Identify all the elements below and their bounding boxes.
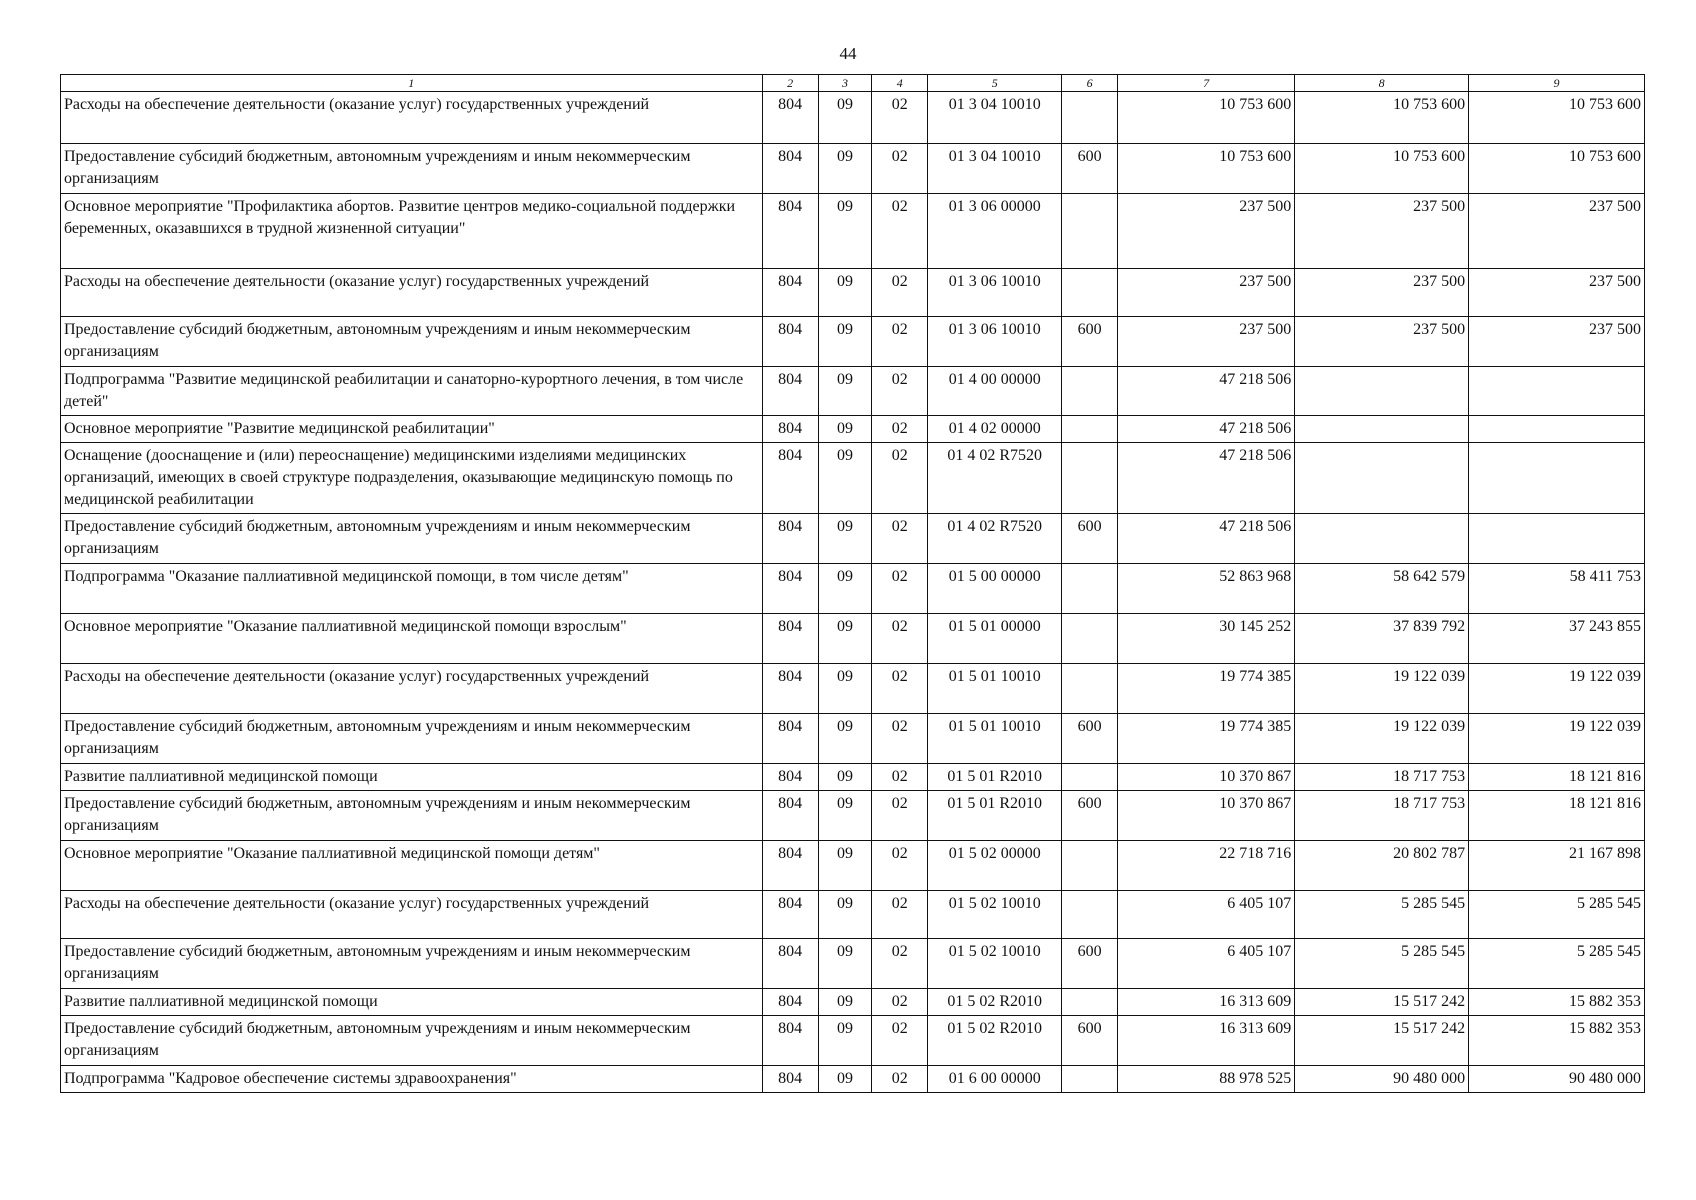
row-code-ministry: 804 [762,269,818,317]
row-amount-col7: 237 500 [1118,194,1295,269]
row-code-target: 01 5 01 R2010 [928,791,1062,841]
row-code-subsection: 02 [872,664,928,714]
row-amount-col9 [1469,416,1645,443]
row-code-section: 09 [818,416,871,443]
row-code-ministry: 804 [762,791,818,841]
row-code-ministry: 804 [762,317,818,367]
row-amount-col8: 15 517 242 [1295,1016,1469,1066]
row-name: Развитие паллиативной медицинской помощи [61,989,763,1016]
row-code-target: 01 3 06 00000 [928,194,1062,269]
row-code-target: 01 4 02 R7520 [928,443,1062,514]
row-code-expense-type [1062,664,1118,714]
row-amount-col7: 47 218 506 [1118,416,1295,443]
row-code-expense-type [1062,443,1118,514]
row-amount-col8: 19 122 039 [1295,714,1469,764]
row-code-ministry: 804 [762,514,818,564]
table-row [61,664,1645,714]
row-code-subsection: 02 [872,1066,928,1093]
row-amount-col8: 5 285 545 [1295,939,1469,989]
row-code-ministry: 804 [762,841,818,891]
row-code-subsection: 02 [872,514,928,564]
row-code-target: 01 6 00 00000 [928,1066,1062,1093]
row-code-ministry: 804 [762,416,818,443]
table-row [61,791,1645,841]
row-code-target: 01 5 02 10010 [928,939,1062,989]
row-amount-col8: 58 642 579 [1295,564,1469,614]
row-code-section: 09 [818,269,871,317]
row-code-target: 01 5 02 R2010 [928,1016,1062,1066]
table-row [61,989,1645,1016]
row-code-expense-type [1062,367,1118,416]
row-code-section: 09 [818,1066,871,1093]
row-amount-col7: 47 218 506 [1118,443,1295,514]
row-code-subsection: 02 [872,144,928,194]
row-name: Основное мероприятие "Оказание паллиативной медицинской помощи детям" [61,841,763,891]
row-amount-col7: 10 370 867 [1118,791,1295,841]
row-amount-col8: 10 753 600 [1295,144,1469,194]
row-name: Предоставление субсидий бюджетным, автономным учреждениям и иным некоммерческим организациям [61,514,763,564]
row-name: Расходы на обеспечение деятельности (оказание услуг) государственных учреждений [61,891,763,939]
row-code-target: 01 3 06 10010 [928,269,1062,317]
row-amount-col8: 18 717 753 [1295,791,1469,841]
row-amount-col8: 5 285 545 [1295,891,1469,939]
row-name: Предоставление субсидий бюджетным, автономным учреждениям и иным некоммерческим организациям [61,939,763,989]
row-amount-col8 [1295,416,1469,443]
table-row [61,841,1645,891]
header-row [61,75,1645,92]
row-code-expense-type [1062,841,1118,891]
row-code-target: 01 4 00 00000 [928,367,1062,416]
row-amount-col9: 19 122 039 [1469,714,1645,764]
row-code-section: 09 [818,317,871,367]
row-name: Предоставление субсидий бюджетным, автономным учреждениям и иным некоммерческим организациям [61,791,763,841]
row-amount-col8: 237 500 [1295,269,1469,317]
table-row [61,764,1645,791]
row-code-section: 09 [818,939,871,989]
header-col-7: 7 [1118,75,1295,92]
row-code-subsection: 02 [872,92,928,144]
row-amount-col8 [1295,514,1469,564]
row-code-ministry: 804 [762,989,818,1016]
row-name: Развитие паллиативной медицинской помощи [61,764,763,791]
row-code-section: 09 [818,989,871,1016]
row-code-subsection: 02 [872,614,928,664]
row-code-ministry: 804 [762,564,818,614]
row-code-subsection: 02 [872,416,928,443]
row-amount-col7: 47 218 506 [1118,514,1295,564]
row-code-ministry: 804 [762,664,818,714]
row-amount-col7: 10 370 867 [1118,764,1295,791]
row-amount-col9: 15 882 353 [1469,989,1645,1016]
header-col-4: 4 [872,75,928,92]
row-amount-col7: 10 753 600 [1118,144,1295,194]
row-name: Предоставление субсидий бюджетным, автономным учреждениям и иным некоммерческим организациям [61,144,763,194]
row-code-ministry: 804 [762,1066,818,1093]
row-name: Подпрограмма "Кадровое обеспечение системы здравоохранения" [61,1066,763,1093]
row-code-section: 09 [818,194,871,269]
row-code-expense-type [1062,269,1118,317]
header-col-8: 8 [1295,75,1469,92]
row-name: Основное мероприятие "Развитие медицинской реабилитации" [61,416,763,443]
table-row [61,144,1645,194]
row-code-ministry: 804 [762,764,818,791]
row-code-section: 09 [818,514,871,564]
row-code-expense-type [1062,989,1118,1016]
row-code-expense-type [1062,416,1118,443]
row-amount-col9: 19 122 039 [1469,664,1645,714]
row-name: Основное мероприятие "Профилактика абортов. Развитие центров медико-социальной поддержки беременных, оказавшихся в трудной жизненной ситуации" [61,194,763,269]
row-code-expense-type: 600 [1062,514,1118,564]
row-code-section: 09 [818,614,871,664]
row-code-subsection: 02 [872,791,928,841]
header-col-1: 1 [61,75,763,92]
budget-table [60,74,1645,1093]
row-amount-col7: 22 718 716 [1118,841,1295,891]
header-col-6: 6 [1062,75,1118,92]
row-amount-col9: 5 285 545 [1469,891,1645,939]
row-amount-col7: 10 753 600 [1118,92,1295,144]
row-code-section: 09 [818,764,871,791]
row-code-ministry: 804 [762,614,818,664]
row-code-section: 09 [818,367,871,416]
row-amount-col7: 88 978 525 [1118,1066,1295,1093]
row-amount-col8: 237 500 [1295,317,1469,367]
row-code-section: 09 [818,841,871,891]
row-amount-col7: 6 405 107 [1118,891,1295,939]
row-code-section: 09 [818,443,871,514]
row-name: Расходы на обеспечение деятельности (оказание услуг) государственных учреждений [61,92,763,144]
row-code-subsection: 02 [872,317,928,367]
row-amount-col8: 90 480 000 [1295,1066,1469,1093]
row-code-section: 09 [818,891,871,939]
row-code-section: 09 [818,791,871,841]
row-name: Оснащение (дооснащение и (или) переоснащение) медицинскими изделиями медицинских организаций, имеющих в своей структуре подразделения, оказывающие медицинскую помощь по медицинской реабилитации [61,443,763,514]
row-code-target: 01 5 02 10010 [928,891,1062,939]
row-amount-col7: 19 774 385 [1118,714,1295,764]
row-code-expense-type: 600 [1062,939,1118,989]
row-amount-col9 [1469,443,1645,514]
row-code-expense-type: 600 [1062,791,1118,841]
row-code-expense-type: 600 [1062,714,1118,764]
row-amount-col8: 19 122 039 [1295,664,1469,714]
row-amount-col7: 237 500 [1118,269,1295,317]
row-amount-col9: 37 243 855 [1469,614,1645,664]
table-row [61,367,1645,416]
row-code-target: 01 5 00 00000 [928,564,1062,614]
table-row [61,416,1645,443]
page-number: 44 [839,44,857,63]
row-name: Расходы на обеспечение деятельности (оказание услуг) государственных учреждений [61,664,763,714]
row-code-subsection: 02 [872,841,928,891]
row-amount-col8: 15 517 242 [1295,989,1469,1016]
row-amount-col9: 237 500 [1469,194,1645,269]
row-amount-col7: 6 405 107 [1118,939,1295,989]
header-col-9: 9 [1469,75,1645,92]
row-code-target: 01 3 04 10010 [928,92,1062,144]
row-code-ministry: 804 [762,367,818,416]
table-row [61,269,1645,317]
row-code-expense-type [1062,92,1118,144]
row-code-subsection: 02 [872,714,928,764]
row-code-subsection: 02 [872,269,928,317]
row-code-subsection: 02 [872,989,928,1016]
row-code-subsection: 02 [872,939,928,989]
table-row [61,1066,1645,1093]
row-amount-col9: 21 167 898 [1469,841,1645,891]
row-code-expense-type [1062,764,1118,791]
row-code-expense-type: 600 [1062,1016,1118,1066]
row-code-ministry: 804 [762,92,818,144]
header-col-2: 2 [762,75,818,92]
row-code-section: 09 [818,92,871,144]
row-code-target: 01 5 01 00000 [928,614,1062,664]
row-code-ministry: 804 [762,443,818,514]
row-amount-col8 [1295,367,1469,416]
row-amount-col8: 20 802 787 [1295,841,1469,891]
row-amount-col9 [1469,367,1645,416]
row-amount-col9 [1469,514,1645,564]
header-col-5: 5 [928,75,1062,92]
row-code-ministry: 804 [762,144,818,194]
row-code-target: 01 5 01 10010 [928,714,1062,764]
row-name: Предоставление субсидий бюджетным, автономным учреждениям и иным некоммерческим организациям [61,317,763,367]
row-code-target: 01 5 01 R2010 [928,764,1062,791]
row-code-subsection: 02 [872,367,928,416]
row-amount-col8: 10 753 600 [1295,92,1469,144]
row-amount-col9: 237 500 [1469,317,1645,367]
row-code-subsection: 02 [872,764,928,791]
row-amount-col9: 10 753 600 [1469,92,1645,144]
table-row [61,92,1645,144]
row-amount-col9: 90 480 000 [1469,1066,1645,1093]
row-code-ministry: 804 [762,194,818,269]
row-code-target: 01 5 02 00000 [928,841,1062,891]
table-row [61,564,1645,614]
row-code-subsection: 02 [872,194,928,269]
row-name: Основное мероприятие "Оказание паллиативной медицинской помощи взрослым" [61,614,763,664]
row-amount-col8: 237 500 [1295,194,1469,269]
table-row [61,891,1645,939]
row-amount-col9: 18 121 816 [1469,764,1645,791]
row-code-target: 01 3 04 10010 [928,144,1062,194]
table-row [61,514,1645,564]
row-amount-col8: 37 839 792 [1295,614,1469,664]
row-code-expense-type [1062,564,1118,614]
row-amount-col7: 19 774 385 [1118,664,1295,714]
row-amount-col7: 16 313 609 [1118,1016,1295,1066]
row-amount-col9: 18 121 816 [1469,791,1645,841]
row-code-expense-type [1062,1066,1118,1093]
row-code-subsection: 02 [872,891,928,939]
row-amount-col7: 237 500 [1118,317,1295,367]
row-code-section: 09 [818,664,871,714]
row-code-section: 09 [818,144,871,194]
table-row [61,939,1645,989]
row-code-expense-type: 600 [1062,144,1118,194]
row-code-section: 09 [818,564,871,614]
table-row [61,194,1645,269]
row-amount-col7: 16 313 609 [1118,989,1295,1016]
row-code-subsection: 02 [872,564,928,614]
row-name: Предоставление субсидий бюджетным, автономным учреждениям и иным некоммерческим организациям [61,1016,763,1066]
row-code-ministry: 804 [762,891,818,939]
row-code-ministry: 804 [762,939,818,989]
row-amount-col8 [1295,443,1469,514]
row-code-target: 01 4 02 00000 [928,416,1062,443]
row-code-expense-type: 600 [1062,317,1118,367]
header-col-3: 3 [818,75,871,92]
row-code-subsection: 02 [872,1016,928,1066]
row-code-target: 01 5 02 R2010 [928,989,1062,1016]
table-row [61,317,1645,367]
row-amount-col9: 58 411 753 [1469,564,1645,614]
row-amount-col7: 30 145 252 [1118,614,1295,664]
row-code-section: 09 [818,714,871,764]
row-code-subsection: 02 [872,443,928,514]
row-amount-col7: 47 218 506 [1118,367,1295,416]
row-name: Подпрограмма "Развитие медицинской реабилитации и санаторно-курортного лечения, в том числе детей" [61,367,763,416]
row-amount-col9: 5 285 545 [1469,939,1645,989]
row-code-ministry: 804 [762,714,818,764]
row-amount-col8: 18 717 753 [1295,764,1469,791]
table-row [61,443,1645,514]
table-row [61,714,1645,764]
row-amount-col9: 15 882 353 [1469,1016,1645,1066]
row-name: Расходы на обеспечение деятельности (оказание услуг) государственных учреждений [61,269,763,317]
table-row [61,614,1645,664]
table-body [61,92,1645,1093]
row-amount-col7: 52 863 968 [1118,564,1295,614]
row-name: Предоставление субсидий бюджетным, автономным учреждениям и иным некоммерческим организациям [61,714,763,764]
row-amount-col9: 237 500 [1469,269,1645,317]
row-code-target: 01 3 06 10010 [928,317,1062,367]
row-code-target: 01 4 02 R7520 [928,514,1062,564]
row-code-expense-type [1062,891,1118,939]
row-amount-col9: 10 753 600 [1469,144,1645,194]
row-name: Подпрограмма "Оказание паллиативной медицинской помощи, в том числе детям" [61,564,763,614]
table-row [61,1016,1645,1066]
row-code-ministry: 804 [762,1016,818,1066]
row-code-expense-type [1062,614,1118,664]
row-code-target: 01 5 01 10010 [928,664,1062,714]
row-code-section: 09 [818,1016,871,1066]
row-code-expense-type [1062,194,1118,269]
